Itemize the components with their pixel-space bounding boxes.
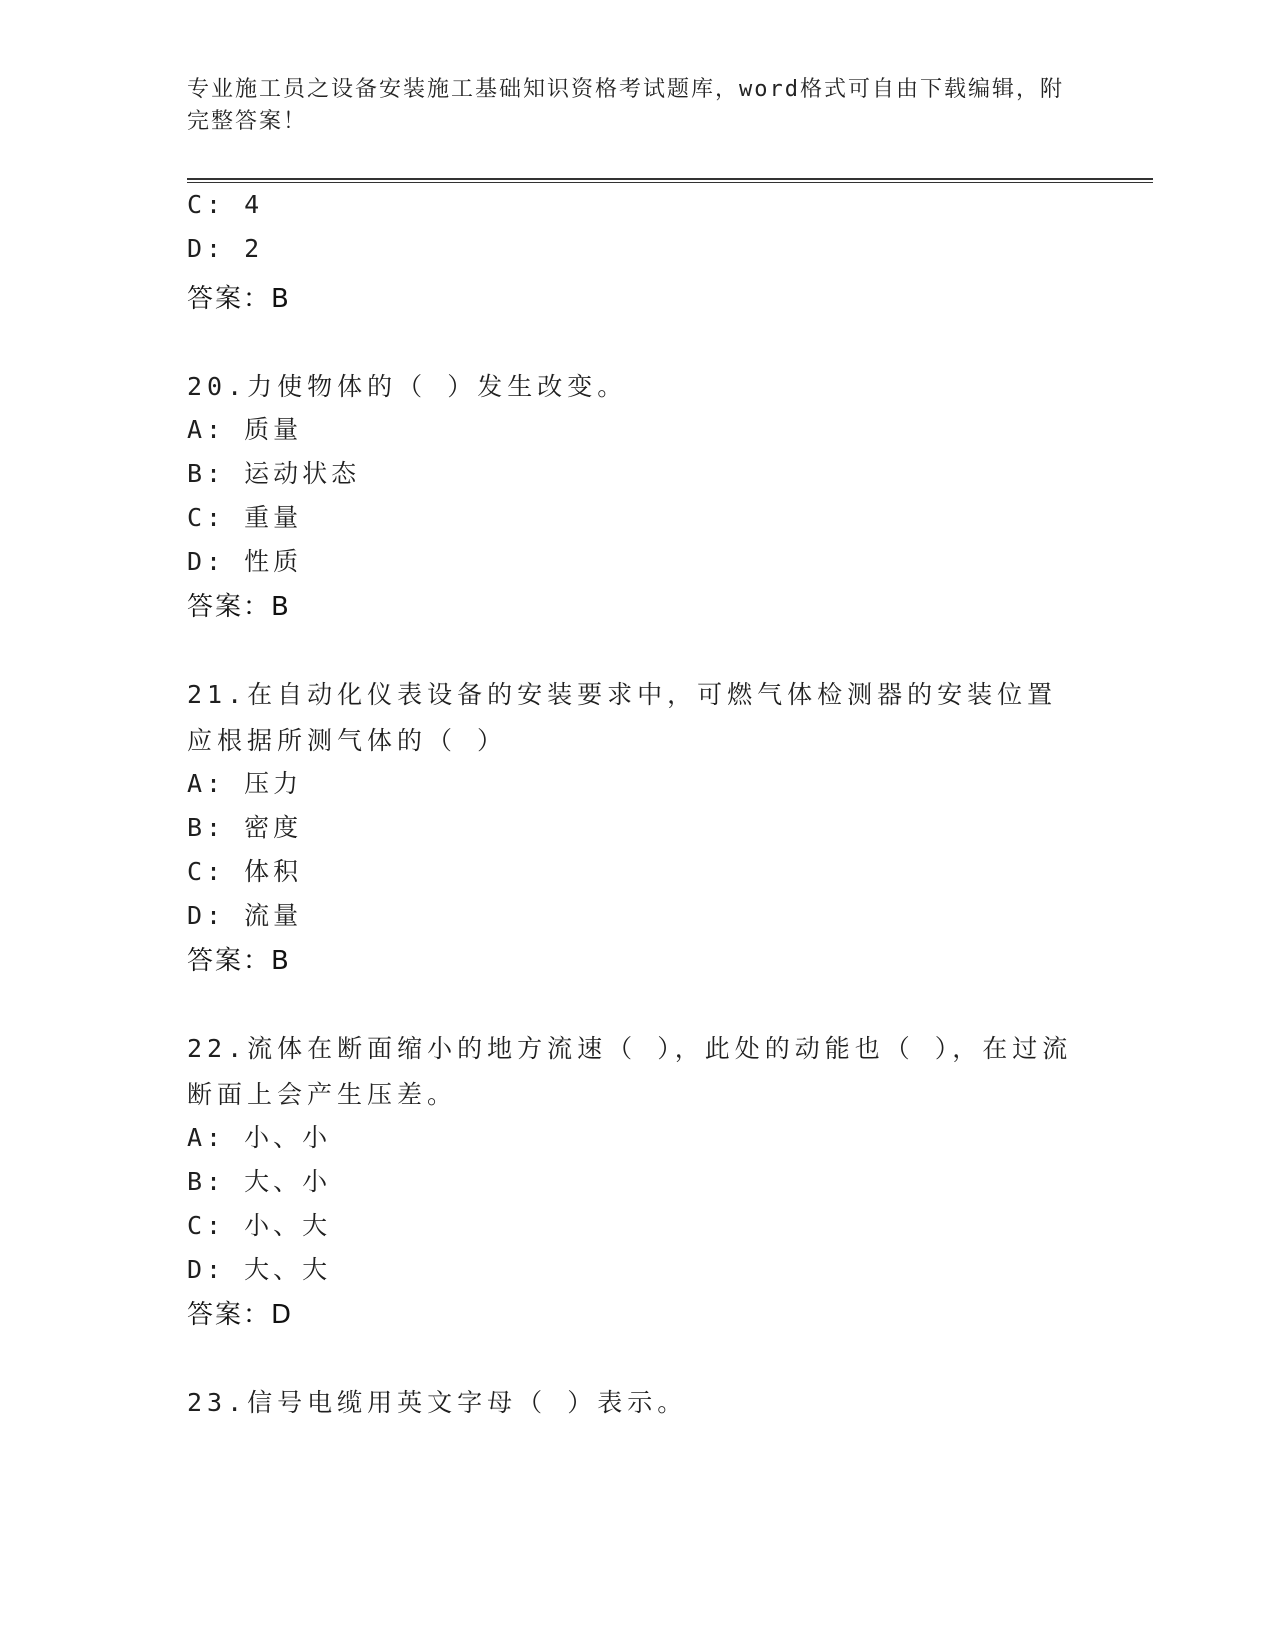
question-23: 23.信号电缆用英文字母（ ）表示。 (187, 1388, 688, 1417)
option-d: D: 2 (187, 234, 264, 263)
option-b: B: 运动状态 (187, 459, 361, 488)
option-d: D: 流量 (187, 901, 303, 930)
option-d: D: 大、大 (187, 1255, 332, 1284)
option-c: C: 4 (187, 190, 264, 219)
option-a: A: 压力 (187, 769, 303, 798)
answer-line: 答案：D (187, 1300, 294, 1330)
option-c: C: 体积 (187, 857, 303, 886)
question-20: 20.力使物体的（ ）发生改变。 (187, 372, 628, 401)
answer-line: 答案：B (187, 946, 291, 976)
option-a: A: 质量 (187, 415, 303, 444)
question-21: 21.在自动化仪表设备的安装要求中，可燃气体检测器的安装位置应根据所测气体的（ ） (187, 680, 1058, 755)
answer-line: 答案：B (187, 592, 291, 622)
document-header: 专业施工员之设备安装施工基础知识资格考试题库，word格式可自由下载编辑，附完整答案！ (187, 77, 1064, 134)
answer-line: 答案：B (187, 284, 291, 314)
option-d: D: 性质 (187, 547, 303, 576)
option-c: C: 重量 (187, 503, 303, 532)
option-c: C: 小、大 (187, 1211, 332, 1240)
question-22: 22.流体在断面缩小的地方流速（ ），此处的动能也（ ），在过流断面上会产生压差。 (187, 1034, 1073, 1109)
header-divider-thin (187, 182, 1153, 183)
header-divider (187, 178, 1153, 180)
option-a: A: 小、小 (187, 1123, 332, 1152)
option-b: B: 大、小 (187, 1167, 332, 1196)
option-b: B: 密度 (187, 813, 303, 842)
